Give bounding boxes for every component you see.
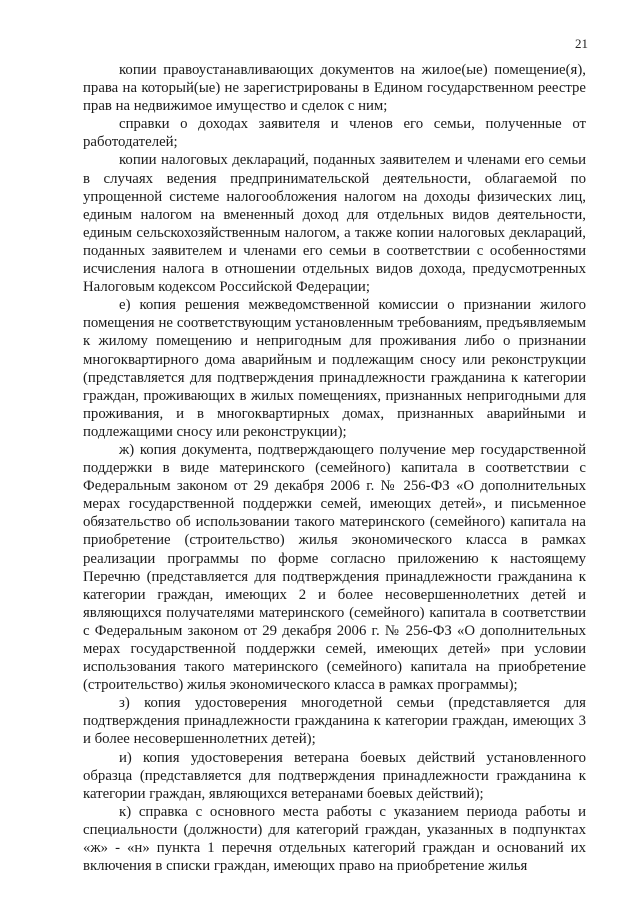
paragraph-item-zh: ж) копия документа, подтверждающего получение мер государственной поддержки в виде материнского (семейного) капитала в соответствии с Федеральным законом от 29 декабря 2006 г. № 256-ФЗ «О дополнительных мерах государственной поддержки семей, имеющих детей», и письменное обязательство об использовании такого материнского (семейного) капитала на приобретение (строительство) жилья экономического класса в рамках реализации программы по форме согласно приложению к настоящему Перечню (представляется для подтверждения принадлежности гражданина к категории граждан, имеющих 2 и более несовершеннолетних детей и являющихся получателями материнского (семейного) капитала в соответствии с Федеральным законом от 29 декабря 2006 г. № 256-ФЗ «О дополнительных мерах государственной поддержки семей, имеющих детей» при условии использования такого материнского (семейного) капитала на приобретение (строительство) жилья экономического класса в рамках программы); xyxy=(83,441,586,694)
body-text xyxy=(83,61,586,875)
paragraph-item-k: к) справка с основного места работы с указанием периода работы и специальности (должности) для категорий граждан, указанных в подпунктах «ж» - «н» пункта 1 перечня отдельных категорий граждан и оснований их включения в списки граждан, имеющих право на приобретение жилья xyxy=(83,803,586,875)
paragraph-ownership-documents: копии правоустанавливающих документов на жилое(ые) помещение(я), права на который(ые) не зарегистрированы в Едином государственном реестре прав на недвижимое имущество и сделок с ним; xyxy=(83,62,586,115)
paragraph-income-certificates: справки о доходах заявителя и членов его семьи, полученные от работодателей; xyxy=(83,116,586,151)
paragraph-tax-declarations: копии налоговых деклараций, поданных заявителем и членами его семьи в случаях ведения предпринимательской деятельности, облагаемой по упрощенной системе налогообложения налогом на доходы физических лиц, единым налогом на вмененный доход для отдельных видов деятельности, единым сельскохозяйственным налогом, а также копии налоговых деклараций, поданных заявителем и членами его семьи в соответствии с особенностями исчисления налога в отношении отдельных видов дохода, предусмотренных Налоговым кодексом Российской Федерации; xyxy=(83,152,586,296)
page-number: 21 xyxy=(575,36,588,51)
paragraph-item-i: и) копия удостоверения ветерана боевых действий установленного образца (представляется для подтверждения принадлежности гражданина к категории граждан, являющихся ветеранами боевых действий); xyxy=(83,749,586,802)
paragraph-item-e: е) копия решения межведомственной комиссии о признании жилого помещения не соответствующим установленным требованиям, предъявляемым к жилому помещению и непригодным для проживания либо о признании многоквартирного дома аварийным и подлежащим сносу или реконструкции (представляется для подтверждения принадлежности гражданина к категории граждан, проживающих в жилых помещениях, признанных непригодными для проживания, и в многоквартирных домах, признанных аварийными и подлежащими сносу или реконструкции); xyxy=(83,297,586,440)
paragraph-item-z: з) копия удостоверения многодетной семьи (представляется для подтверждения принадлежности гражданина к категории граждан, имеющих 3 и более несовершеннолетних детей); xyxy=(83,695,586,748)
